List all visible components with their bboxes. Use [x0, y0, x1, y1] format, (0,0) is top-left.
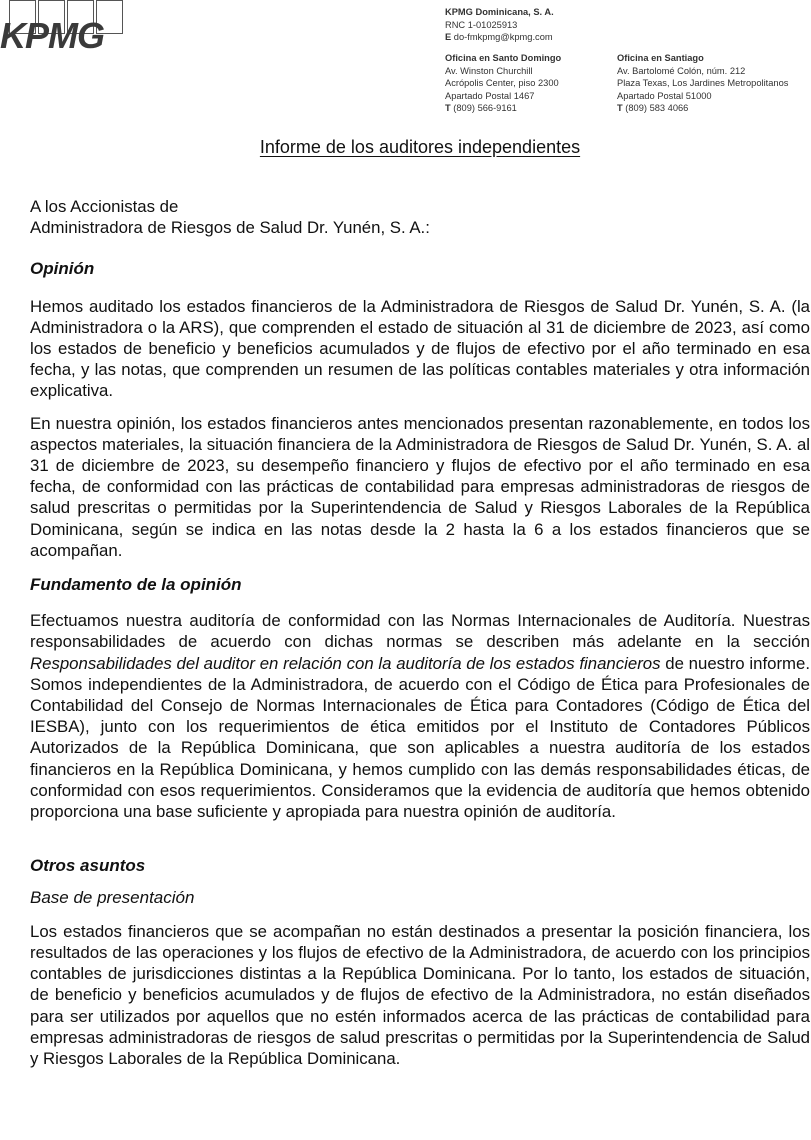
office-santo-domingo — [445, 52, 561, 115]
kpmg-logo — [0, 0, 126, 56]
company-email[interactable]: do-fmkpmg@kpmg.com — [453, 32, 553, 43]
report-title: Informe de los auditores independientes — [259, 137, 581, 157]
company-email-line — [445, 31, 554, 44]
presentation-paragraph: Los estados financieros que se acompañan no están destinados a presentar la posición financiera, los resultados de las operaciones y los flujos de efectivo de la Administradora, de acuerdo con los principios contables de jurisdicciones distintas a la República Dominicana. Por lo tanto, los estados de situación, de beneficio y beneficios acumulados y de flujos de efectivo de la Administradora, no están diseñados para ser utilizados por aquellos que no estén informados acerca de las prácticas de contabilidad para empresas administradoras de riesgos de salud prescritas o permitidas por la Superintendencia de Salud y Riesgos Laborales de la República Dominicana. — [30, 921, 810, 1068]
office-phone: (809) 566-9161 — [453, 103, 517, 114]
office-address-line: Av. Bartolomé Colón, núm. 212 — [617, 65, 746, 76]
phone-label: T — [617, 103, 623, 114]
basis-heading: Fundamento de la opinión — [30, 575, 242, 595]
opinion-paragraph: En nuestra opinión, los estados financieros antes mencionados presentan razonablemente, en todos los aspectos materiales, la situación financiera de la Administradora de Riesgos de Salud Dr. Yunén, S. A. al 31 de diciembre de 2023, su desempeño financiero y flujos de efectivo por el año terminado en esa fecha, de conformidad con las prácticas de contabilidad para empresas administradoras de riesgos de salud prescritas o permitidas por la Superintendencia de Salud y Riesgos Laborales de la República Dominicana, según se indica en las notas desde la 2 hasta la 6 a los estados financieros que se acompañan. — [30, 413, 810, 560]
office-address-line: Acrópolis Center, piso 2300 — [445, 78, 559, 89]
opinion-paragraph: Hemos auditado los estados financieros de la Administradora de Riesgos de Salud Dr. Yunén, S. A. (la Administradora o la ARS), que comprenden el estado de situación al 31 de diciembre de 2023, así como los estados de beneficio y beneficios acumulados y de flujos de efectivo por el año terminado en esa fecha, y las notas, que comprenden un resumen de las políticas contables materiales y otra información explicativa. — [30, 296, 810, 401]
office-address-line: Apartado Postal 51000 — [617, 90, 712, 101]
email-label: E — [445, 32, 452, 43]
office-phone-line — [445, 102, 561, 115]
company-name: KPMG Dominicana, S. A. — [445, 7, 554, 17]
office-title: Oficina en Santo Domingo — [445, 53, 562, 63]
office-phone-line — [617, 102, 788, 115]
basis-text: de nuestro informe. Somos independientes de la Administradora, de acuerdo con el Código de Ética para Profesionales de Contabilidad del Consejo de Normas Internacionales de Ética para Contadores (Código de Ética del IESBA), junto con los requerimientos de ética emitidos por el Instituto de Contadores Públicos Autorizados de la República Dominicana, que son aplicables a nuestra auditoría de los estados financieros en la República Dominicana, y hemos cumplido con las demás responsabilidades éticas, de conformidad con esos requerimientos. Consideramos que la evidencia de auditoría que hemos obtenido proporciona una base suficiente y apropiada para nuestra opinión de auditoría. — [30, 653, 811, 822]
basis-paragraph — [30, 610, 810, 822]
basis-italic-section-ref: Responsabilidades del auditor en relación con la auditoría de los estados financieros — [30, 653, 661, 673]
basis-text: Efectuamos nuestra auditoría de conformidad con las Normas Internacionales de Auditoría. Nuestras responsabilidades de acuerdo con dichas normas se describen más adelante en la sección — [30, 611, 810, 652]
presentation-subheading: Base de presentación — [30, 888, 195, 908]
office-address-line: Av. Winston Churchill — [445, 65, 533, 76]
addressee-line: Administradora de Riesgos de Salud Dr. Yunén, S. A.: — [30, 218, 430, 238]
office-phone: (809) 583 4066 — [625, 103, 689, 114]
office-santiago — [617, 52, 788, 115]
office-title: Oficina en Santiago — [617, 53, 704, 63]
report-body — [30, 196, 810, 1069]
company-rnc: RNC 1-01025913 — [445, 19, 518, 30]
opinion-heading: Opinión — [30, 259, 95, 279]
other-matters-heading: Otros asuntos — [30, 856, 146, 876]
office-address-line: Plaza Texas, Los Jardines Metropolitanos — [617, 78, 789, 89]
logo-wordmark: KPMG — [0, 15, 104, 56]
addressee-line: A los Accionistas de — [30, 197, 179, 216]
phone-label: T — [445, 103, 451, 114]
company-contact — [445, 6, 554, 44]
office-address-line: Apartado Postal 1467 — [445, 90, 535, 101]
